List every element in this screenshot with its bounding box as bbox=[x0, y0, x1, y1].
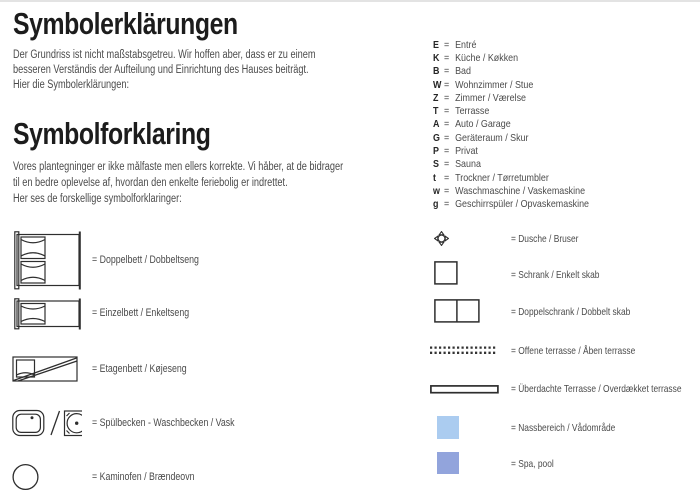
code-meaning: Wohnzimmer / Stue bbox=[455, 78, 534, 91]
shower-icon bbox=[434, 231, 449, 246]
page-title-danish: Symbolforklaring bbox=[13, 116, 211, 151]
equals-sign: = bbox=[444, 198, 450, 211]
intro-danish-line: Vores plantegninger er ikke målfaste men ellers korrekte. Vi håber, at de bidrager bbox=[13, 161, 344, 173]
room-code-row bbox=[433, 51, 589, 64]
code-meaning: Auto / Garage bbox=[455, 118, 511, 131]
equals-sign: = bbox=[444, 91, 450, 104]
covered-terrace-label: = Überdachte Terrasse / Overdækket terrasse bbox=[511, 383, 682, 395]
room-code-row bbox=[433, 65, 589, 78]
page-title-german: Symbolerklärungen bbox=[13, 6, 238, 41]
intro-german-line: besseren Verständis der Aufteilung und Einrichtung des Hauses beiträgt. bbox=[13, 64, 309, 76]
shower-label: = Dusche / Bruser bbox=[511, 233, 579, 245]
covered-terrace-icon bbox=[430, 385, 499, 394]
room-code-row bbox=[433, 158, 589, 171]
room-code-row bbox=[433, 91, 589, 104]
room-code-row bbox=[433, 184, 589, 197]
sink-label: = Spülbecken - Waschbecken / Vask bbox=[92, 417, 235, 429]
room-code-row bbox=[433, 171, 589, 184]
code-letter: w bbox=[433, 184, 440, 197]
wet-area-swatch bbox=[437, 416, 459, 439]
wet-area-label: = Nassbereich / Vådområde bbox=[511, 422, 616, 434]
equals-sign: = bbox=[444, 118, 450, 131]
equals-sign: = bbox=[444, 145, 450, 158]
code-letter: Z bbox=[433, 91, 439, 104]
equals-sign: = bbox=[444, 105, 450, 118]
room-code-row bbox=[433, 104, 589, 117]
cabinet-label: = Schrank / Enkelt skab bbox=[511, 269, 600, 281]
room-code-row bbox=[433, 78, 589, 91]
equals-sign: = bbox=[444, 131, 450, 144]
code-meaning: Zimmer / Værelse bbox=[455, 91, 527, 104]
bunk-bed-label: = Etagenbett / Køjeseng bbox=[92, 363, 187, 375]
code-letter: S bbox=[433, 158, 439, 171]
code-letter: t bbox=[433, 171, 436, 184]
spa-pool-swatch bbox=[437, 452, 459, 474]
code-meaning: Geschirrspüler / Opvaskemaskine bbox=[455, 198, 590, 211]
code-letter: g bbox=[433, 198, 439, 211]
intro-german bbox=[13, 48, 316, 93]
code-meaning: Küche / Køkken bbox=[455, 51, 519, 64]
equals-sign: = bbox=[444, 158, 450, 171]
single-bed-icon bbox=[12, 298, 84, 330]
equals-sign: = bbox=[444, 184, 450, 197]
intro-german-line: Der Grundriss ist nicht maßstabsgetreu. Wir hoffen aber, dass er zu einem bbox=[13, 49, 316, 61]
intro-danish-line: til en bedre oplevelse af, hvordan den enkelte feriebolig er indrettet. bbox=[13, 177, 288, 189]
spa-pool-label: = Spa, pool bbox=[511, 458, 554, 470]
code-meaning: Entré bbox=[455, 38, 477, 51]
room-code-row bbox=[433, 118, 589, 131]
code-letter: B bbox=[433, 65, 440, 78]
cabinet-icon bbox=[434, 261, 458, 285]
code-letter: E bbox=[433, 38, 439, 51]
code-meaning: Waschmaschine / Vaskemaskine bbox=[455, 184, 586, 197]
equals-sign: = bbox=[444, 51, 450, 64]
wood-stove-label: = Kaminofen / Brændeovn bbox=[92, 471, 195, 483]
code-letter: T bbox=[433, 105, 439, 118]
double-cabinet-label: = Doppelschrank / Dobbelt skab bbox=[511, 306, 631, 318]
equals-sign: = bbox=[444, 78, 450, 91]
double-cabinet-icon bbox=[434, 299, 480, 323]
room-code-row bbox=[433, 38, 589, 51]
single-bed-label: = Einzelbett / Enkeltseng bbox=[92, 307, 190, 319]
intro-danish-line: Her ses de forskellige symbolforklaringer: bbox=[13, 193, 182, 205]
code-meaning: Sauna bbox=[455, 158, 481, 171]
equals-sign: = bbox=[444, 65, 450, 78]
room-code-row bbox=[433, 144, 589, 157]
code-meaning: Privat bbox=[455, 145, 478, 158]
sink-icons bbox=[12, 409, 82, 437]
code-meaning: Bad bbox=[455, 65, 471, 78]
code-meaning: Terrasse bbox=[455, 105, 490, 118]
code-meaning: Geräteraum / Skur bbox=[455, 131, 529, 144]
code-letter: W bbox=[433, 78, 442, 91]
code-letter: G bbox=[433, 131, 440, 144]
code-letter: K bbox=[433, 51, 440, 64]
wood-stove-icon bbox=[12, 463, 40, 491]
code-meaning: Trockner / Tørretumbler bbox=[455, 171, 549, 184]
code-letter: P bbox=[433, 145, 439, 158]
code-letter: A bbox=[433, 118, 440, 131]
room-code-list bbox=[433, 38, 589, 211]
equals-sign: = bbox=[444, 171, 450, 184]
room-code-row bbox=[433, 198, 589, 211]
bunk-bed-icon bbox=[12, 356, 78, 382]
open-terrace-icon bbox=[430, 346, 497, 355]
equals-sign: = bbox=[444, 38, 450, 51]
intro-german-line: Hier die Symbolerklärungen: bbox=[13, 79, 130, 91]
double-bed-label: = Doppelbett / Dobbeltseng bbox=[92, 254, 199, 266]
room-code-row bbox=[433, 131, 589, 144]
double-bed-icon bbox=[12, 231, 84, 290]
open-terrace-label: = Offene terrasse / Åben terrasse bbox=[511, 345, 636, 357]
intro-danish bbox=[13, 159, 343, 207]
